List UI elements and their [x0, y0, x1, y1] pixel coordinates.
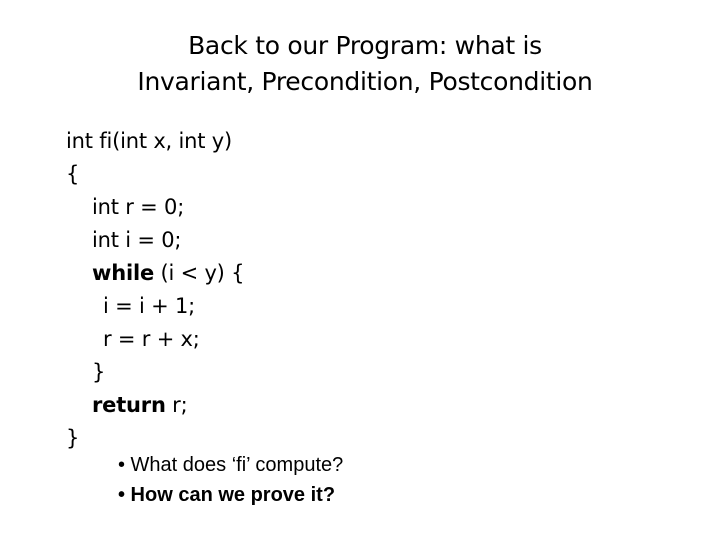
code-line-return: [66, 389, 486, 422]
code-line-increment-i: i = i + 1;: [103, 294, 195, 318]
code-block: [66, 125, 486, 455]
code-line-close-loop: }: [92, 360, 106, 384]
return-value: r;: [165, 393, 188, 417]
question-how-prove: • How can we prove it?: [118, 484, 336, 506]
keyword-return: return: [92, 393, 166, 417]
code-line-init-i: int i = 0;: [92, 228, 182, 252]
keyword-while: while: [92, 261, 154, 285]
question-list: [118, 450, 538, 510]
code-line-open-brace: {: [66, 162, 80, 186]
code-line-signature: int fi(int x, int y): [66, 129, 232, 153]
code-line-close-brace: }: [66, 426, 80, 450]
title-line-2: Invariant, Precondition, Postcondition: [137, 67, 593, 96]
slide-title: [60, 28, 670, 100]
title-line-1: Back to our Program: what is: [188, 31, 542, 60]
while-condition: (i < y) {: [154, 261, 245, 285]
code-line-accumulate-r: r = r + x;: [103, 327, 200, 351]
code-line-while: [66, 257, 486, 290]
question-what-compute: • What does ‘fi’ compute?: [118, 454, 344, 476]
code-line-init-r: int r = 0;: [92, 195, 185, 219]
